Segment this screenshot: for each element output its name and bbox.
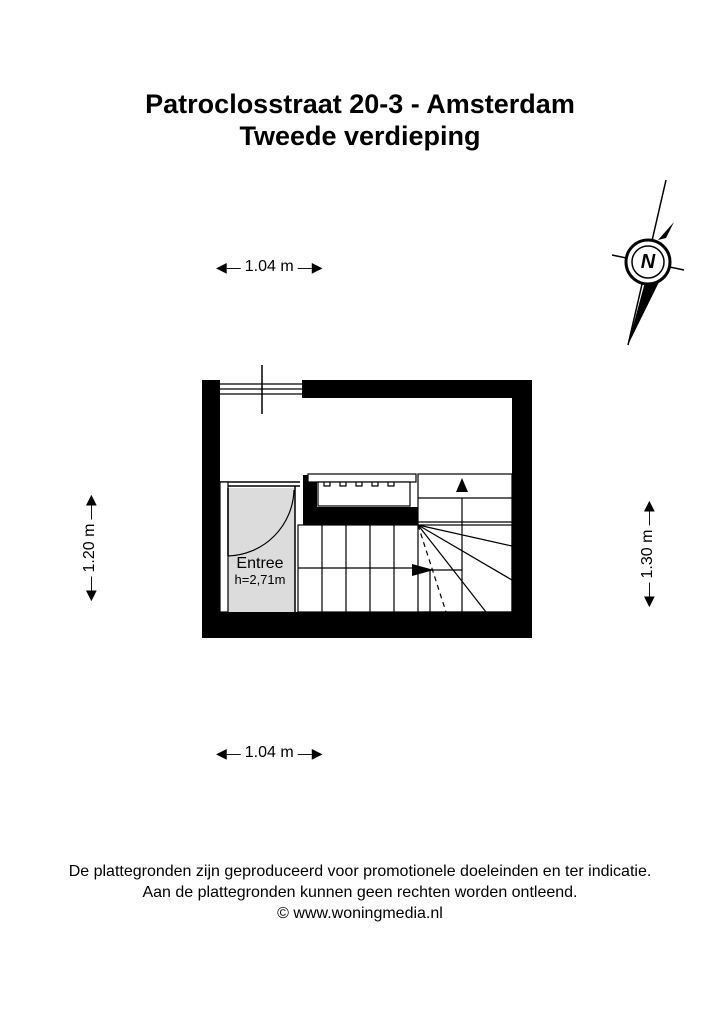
copyright-link[interactable]: © www.woningmedia.nl bbox=[277, 905, 443, 922]
disclaimer-line-2: Aan de plattegronden kunnen geen rechten worden ontleend. bbox=[142, 884, 578, 901]
arrow-up-icon: —▶ bbox=[639, 500, 656, 526]
stair-arrow-up-icon bbox=[456, 478, 468, 492]
dimension-bottom-label: 1.04 m bbox=[244, 744, 294, 761]
arrow-right-icon: —▶ bbox=[297, 259, 323, 275]
dimension-left-label: 1.20 m bbox=[81, 523, 98, 573]
compass-north-label: N bbox=[640, 251, 656, 273]
arrow-down-icon: ◀— bbox=[81, 576, 98, 602]
arrow-up-icon: —▶ bbox=[81, 494, 98, 520]
arrow-left-icon: ◀— bbox=[216, 259, 241, 275]
page-title: Patroclosstraat 20-3 - Amsterdam bbox=[145, 89, 575, 119]
arrow-down-icon: ◀— bbox=[639, 582, 656, 608]
stair-arrow-icon bbox=[412, 564, 434, 576]
radiator bbox=[308, 474, 416, 506]
room-name: Entree bbox=[236, 555, 284, 572]
room-height: h=2,71m bbox=[234, 572, 286, 587]
disclaimer-line-1: De plattegronden zijn geproduceerd voor promotionele doeleinden en ter indicatie. bbox=[68, 863, 652, 880]
dimension-top-label: 1.04 m bbox=[244, 258, 294, 275]
arrow-right-icon: —▶ bbox=[297, 745, 323, 761]
floor-subtitle: Tweede verdieping bbox=[239, 121, 481, 151]
window bbox=[220, 365, 302, 414]
dimension-right-label: 1.30 m bbox=[639, 529, 656, 579]
arrow-left-icon: ◀— bbox=[216, 745, 241, 761]
